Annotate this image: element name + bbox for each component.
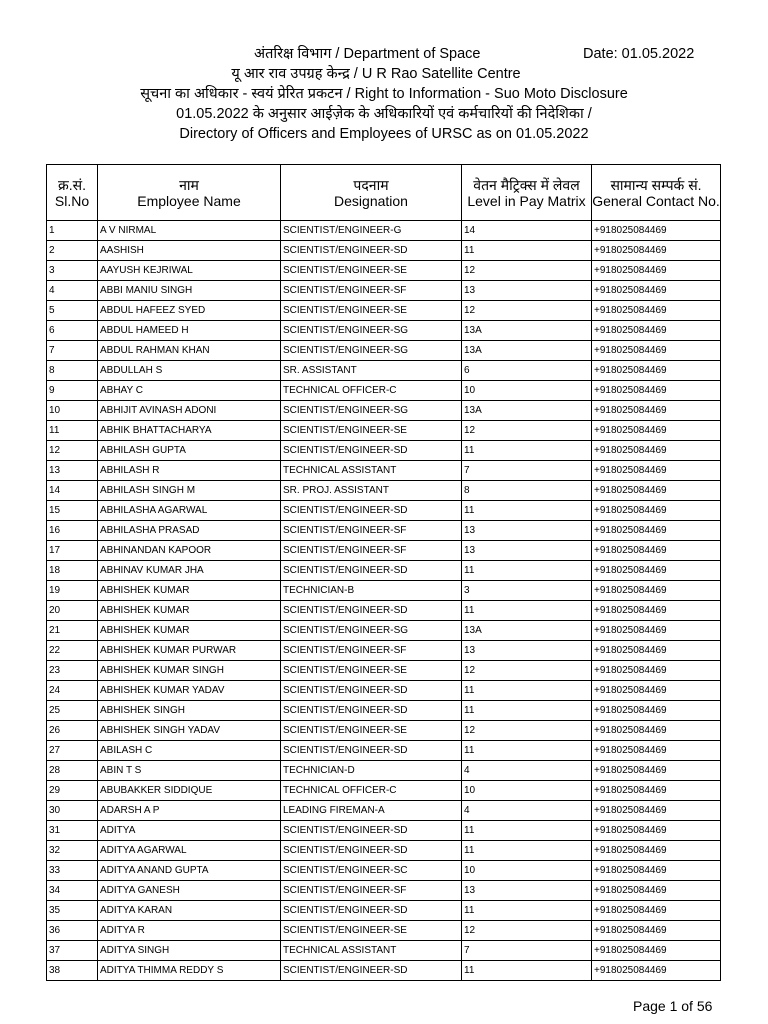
- cell-contact: +918025084469: [592, 501, 721, 521]
- cell-slno: 22: [47, 641, 98, 661]
- cell-designation: SCIENTIST/ENGINEER-SF: [281, 521, 462, 541]
- cell-slno: 18: [47, 561, 98, 581]
- cell-employee-name: ADARSH A P: [98, 801, 281, 821]
- cell-slno: 25: [47, 701, 98, 721]
- cell-designation: SCIENTIST/ENGINEER-SD: [281, 441, 462, 461]
- cell-designation: SCIENTIST/ENGINEER-SE: [281, 721, 462, 741]
- cell-slno: 17: [47, 541, 98, 561]
- cell-pay-level: 11: [462, 701, 592, 721]
- cell-slno: 1: [47, 221, 98, 241]
- cell-slno: 20: [47, 601, 98, 621]
- cell-designation: TECHNICAL OFFICER-C: [281, 381, 462, 401]
- cell-contact: +918025084469: [592, 621, 721, 641]
- cell-designation: SCIENTIST/ENGINEER-SE: [281, 921, 462, 941]
- cell-slno: 28: [47, 761, 98, 781]
- cell-employee-name: ABHILASH R: [98, 461, 281, 481]
- table-row: [47, 941, 721, 961]
- cell-pay-level: 11: [462, 821, 592, 841]
- cell-pay-level: 12: [462, 661, 592, 681]
- table-row: [47, 741, 721, 761]
- cell-contact: +918025084469: [592, 521, 721, 541]
- table-row: [47, 481, 721, 501]
- cell-slno: 10: [47, 401, 98, 421]
- cell-employee-name: AAYUSH KEJRIWAL: [98, 261, 281, 281]
- cell-slno: 6: [47, 321, 98, 341]
- cell-slno: 8: [47, 361, 98, 381]
- cell-slno: 11: [47, 421, 98, 441]
- table-row: [47, 381, 721, 401]
- header-line-rti: [0, 84, 768, 104]
- table-row: [47, 801, 721, 821]
- cell-slno: 27: [47, 741, 98, 761]
- cell-employee-name: ABHISHEK KUMAR: [98, 581, 281, 601]
- cell-contact: +918025084469: [592, 701, 721, 721]
- cell-employee-name: ABBI MANIU SINGH: [98, 281, 281, 301]
- cell-pay-level: 12: [462, 721, 592, 741]
- cell-designation: LEADING FIREMAN-A: [281, 801, 462, 821]
- header-line-department: [0, 44, 768, 64]
- cell-slno: 31: [47, 821, 98, 841]
- cell-pay-level: 7: [462, 941, 592, 961]
- cell-designation: SCIENTIST/ENGINEER-SD: [281, 961, 462, 981]
- cell-slno: 26: [47, 721, 98, 741]
- cell-contact: +918025084469: [592, 221, 721, 241]
- table-row: [47, 901, 721, 921]
- cell-designation: SCIENTIST/ENGINEER-SD: [281, 901, 462, 921]
- cell-designation: SCIENTIST/ENGINEER-SD: [281, 741, 462, 761]
- cell-pay-level: 11: [462, 841, 592, 861]
- table-header: [47, 165, 721, 221]
- cell-pay-level: 10: [462, 861, 592, 881]
- cell-employee-name: ADITYA AGARWAL: [98, 841, 281, 861]
- cell-employee-name: ABUBAKKER SIDDIQUE: [98, 781, 281, 801]
- cell-pay-level: 14: [462, 221, 592, 241]
- table-row: [47, 961, 721, 981]
- cell-employee-name: ABHISHEK KUMAR: [98, 621, 281, 641]
- cell-designation: SCIENTIST/ENGINEER-G: [281, 221, 462, 241]
- cell-contact: +918025084469: [592, 301, 721, 321]
- column-header-hindi: क्र.सं.: [58, 176, 86, 193]
- column-header-english: Designation: [334, 192, 408, 209]
- cell-designation: SCIENTIST/ENGINEER-SD: [281, 681, 462, 701]
- cell-pay-level: 11: [462, 741, 592, 761]
- cell-designation: SCIENTIST/ENGINEER-SE: [281, 421, 462, 441]
- column-header-contact: [592, 165, 721, 221]
- cell-designation: SCIENTIST/ENGINEER-SE: [281, 301, 462, 321]
- cell-contact: +918025084469: [592, 601, 721, 621]
- table-row: [47, 681, 721, 701]
- cell-designation: TECHNICIAN-D: [281, 761, 462, 781]
- cell-contact: +918025084469: [592, 361, 721, 381]
- column-header-hindi: पदनाम: [353, 176, 389, 193]
- cell-pay-level: 11: [462, 501, 592, 521]
- cell-designation: SCIENTIST/ENGINEER-SG: [281, 341, 462, 361]
- cell-pay-level: 4: [462, 761, 592, 781]
- cell-employee-name: ABHILASH GUPTA: [98, 441, 281, 461]
- cell-designation: SCIENTIST/ENGINEER-SD: [281, 841, 462, 861]
- column-header-pay-level: [462, 165, 592, 221]
- cell-employee-name: ABHISHEK KUMAR: [98, 601, 281, 621]
- cell-employee-name: A V NIRMAL: [98, 221, 281, 241]
- cell-employee-name: ADITYA R: [98, 921, 281, 941]
- cell-employee-name: ADITYA THIMMA REDDY S: [98, 961, 281, 981]
- column-header-designation: [281, 165, 462, 221]
- cell-pay-level: 12: [462, 921, 592, 941]
- cell-slno: 38: [47, 961, 98, 981]
- cell-pay-level: 13A: [462, 401, 592, 421]
- cell-pay-level: 13A: [462, 321, 592, 341]
- cell-contact: +918025084469: [592, 721, 721, 741]
- cell-employee-name: ABHILASHA PRASAD: [98, 521, 281, 541]
- cell-pay-level: 13: [462, 881, 592, 901]
- cell-pay-level: 10: [462, 381, 592, 401]
- cell-designation: SCIENTIST/ENGINEER-SG: [281, 401, 462, 421]
- cell-pay-level: 13: [462, 541, 592, 561]
- table-row: [47, 301, 721, 321]
- cell-slno: 29: [47, 781, 98, 801]
- cell-contact: +918025084469: [592, 541, 721, 561]
- cell-contact: +918025084469: [592, 901, 721, 921]
- cell-designation: SCIENTIST/ENGINEER-SE: [281, 661, 462, 681]
- table-row: [47, 721, 721, 741]
- column-header-hindi: सामान्य सम्पर्क सं.: [610, 176, 702, 193]
- cell-contact: +918025084469: [592, 421, 721, 441]
- cell-employee-name: ABHILASH SINGH M: [98, 481, 281, 501]
- table-row: [47, 321, 721, 341]
- table-row: [47, 601, 721, 621]
- employee-directory-table: [46, 164, 721, 981]
- cell-designation: SCIENTIST/ENGINEER-SE: [281, 261, 462, 281]
- cell-slno: 14: [47, 481, 98, 501]
- cell-designation: TECHNICAL ASSISTANT: [281, 461, 462, 481]
- cell-pay-level: 13: [462, 281, 592, 301]
- cell-employee-name: ADITYA KARAN: [98, 901, 281, 921]
- cell-contact: +918025084469: [592, 481, 721, 501]
- cell-designation: SCIENTIST/ENGINEER-SF: [281, 281, 462, 301]
- cell-contact: +918025084469: [592, 581, 721, 601]
- cell-designation: SCIENTIST/ENGINEER-SD: [281, 701, 462, 721]
- header-line-centre: [0, 64, 768, 84]
- column-header-hindi: वेतन मैट्रिक्स में लेवल: [473, 176, 580, 193]
- table-row: [47, 701, 721, 721]
- cell-employee-name: ABDULLAH S: [98, 361, 281, 381]
- cell-pay-level: 12: [462, 261, 592, 281]
- cell-designation: SCIENTIST/ENGINEER-SF: [281, 641, 462, 661]
- table-row: [47, 261, 721, 281]
- cell-contact: +918025084469: [592, 821, 721, 841]
- cell-pay-level: 13: [462, 521, 592, 541]
- cell-designation: SCIENTIST/ENGINEER-SD: [281, 561, 462, 581]
- cell-pay-level: 12: [462, 301, 592, 321]
- table-row: [47, 421, 721, 441]
- cell-pay-level: 7: [462, 461, 592, 481]
- cell-designation: SCIENTIST/ENGINEER-SG: [281, 621, 462, 641]
- cell-designation: SCIENTIST/ENGINEER-SD: [281, 601, 462, 621]
- column-header-english: Employee Name: [137, 192, 241, 209]
- column-header-slno: [47, 165, 98, 221]
- cell-pay-level: 3: [462, 581, 592, 601]
- cell-designation: TECHNICIAN-B: [281, 581, 462, 601]
- cell-employee-name: AASHISH: [98, 241, 281, 261]
- cell-contact: +918025084469: [592, 561, 721, 581]
- column-header-english: Level in Pay Matrix: [467, 192, 586, 209]
- cell-slno: 32: [47, 841, 98, 861]
- cell-contact: +918025084469: [592, 281, 721, 301]
- table-header-row: [47, 165, 721, 221]
- table-row: [47, 621, 721, 641]
- table-row: [47, 501, 721, 521]
- cell-contact: +918025084469: [592, 661, 721, 681]
- table-row: [47, 581, 721, 601]
- cell-designation: SR. PROJ. ASSISTANT: [281, 481, 462, 501]
- cell-pay-level: 11: [462, 241, 592, 261]
- cell-pay-level: 13A: [462, 621, 592, 641]
- column-header-hindi: नाम: [179, 176, 199, 193]
- cell-employee-name: ABHISHEK KUMAR YADAV: [98, 681, 281, 701]
- cell-designation: SCIENTIST/ENGINEER-SF: [281, 541, 462, 561]
- cell-contact: +918025084469: [592, 801, 721, 821]
- cell-pay-level: 11: [462, 961, 592, 981]
- cell-contact: +918025084469: [592, 781, 721, 801]
- rti-title: सूचना का अधिकार - स्वयं प्रेरित प्रकटन / Right to Information - Suo Moto Disclosure: [140, 86, 628, 102]
- column-header-name: [98, 165, 281, 221]
- centre-title: यू आर राव उपग्रह केन्द्र / U R Rao Satellite Centre: [231, 66, 521, 82]
- cell-pay-level: 11: [462, 601, 592, 621]
- table-row: [47, 521, 721, 541]
- table-row: [47, 641, 721, 661]
- cell-designation: SR. ASSISTANT: [281, 361, 462, 381]
- cell-slno: 36: [47, 921, 98, 941]
- cell-slno: 21: [47, 621, 98, 641]
- cell-contact: +918025084469: [592, 381, 721, 401]
- cell-designation: SCIENTIST/ENGINEER-SG: [281, 321, 462, 341]
- cell-slno: 13: [47, 461, 98, 481]
- cell-employee-name: ABIN T S: [98, 761, 281, 781]
- cell-contact: +918025084469: [592, 241, 721, 261]
- cell-slno: 3: [47, 261, 98, 281]
- cell-contact: +918025084469: [592, 841, 721, 861]
- cell-designation: SCIENTIST/ENGINEER-SF: [281, 881, 462, 901]
- cell-contact: +918025084469: [592, 761, 721, 781]
- cell-designation: SCIENTIST/ENGINEER-SD: [281, 501, 462, 521]
- cell-employee-name: ABILASH C: [98, 741, 281, 761]
- cell-employee-name: ABHINAV KUMAR JHA: [98, 561, 281, 581]
- cell-pay-level: 12: [462, 421, 592, 441]
- table-row: [47, 661, 721, 681]
- document-header: [0, 44, 768, 144]
- cell-designation: SCIENTIST/ENGINEER-SD: [281, 241, 462, 261]
- cell-contact: +918025084469: [592, 441, 721, 461]
- cell-designation: SCIENTIST/ENGINEER-SC: [281, 861, 462, 881]
- cell-employee-name: ABHISHEK KUMAR PURWAR: [98, 641, 281, 661]
- document-date: Date: 01.05.2022: [583, 46, 695, 62]
- cell-pay-level: 13A: [462, 341, 592, 361]
- cell-designation: SCIENTIST/ENGINEER-SD: [281, 821, 462, 841]
- cell-slno: 16: [47, 521, 98, 541]
- cell-contact: +918025084469: [592, 861, 721, 881]
- cell-slno: 4: [47, 281, 98, 301]
- cell-slno: 34: [47, 881, 98, 901]
- cell-slno: 12: [47, 441, 98, 461]
- cell-contact: +918025084469: [592, 261, 721, 281]
- cell-contact: +918025084469: [592, 881, 721, 901]
- cell-slno: 23: [47, 661, 98, 681]
- table-row: [47, 781, 721, 801]
- cell-employee-name: ADITYA GANESH: [98, 881, 281, 901]
- table-row: [47, 341, 721, 361]
- table-row: [47, 541, 721, 561]
- cell-employee-name: ABHISHEK SINGH YADAV: [98, 721, 281, 741]
- table-row: [47, 241, 721, 261]
- cell-contact: +918025084469: [592, 321, 721, 341]
- cell-employee-name: ABHILASHA AGARWAL: [98, 501, 281, 521]
- cell-designation: TECHNICAL OFFICER-C: [281, 781, 462, 801]
- cell-employee-name: ABDUL HAFEEZ SYED: [98, 301, 281, 321]
- cell-slno: 15: [47, 501, 98, 521]
- cell-slno: 37: [47, 941, 98, 961]
- cell-pay-level: 6: [462, 361, 592, 381]
- department-title: अंतरिक्ष विभाग / Department of Space: [254, 46, 481, 62]
- cell-employee-name: ABHINANDAN KAPOOR: [98, 541, 281, 561]
- cell-contact: +918025084469: [592, 921, 721, 941]
- cell-employee-name: ABHIJIT AVINASH ADONI: [98, 401, 281, 421]
- cell-designation: TECHNICAL ASSISTANT: [281, 941, 462, 961]
- cell-slno: 19: [47, 581, 98, 601]
- table-row: [47, 221, 721, 241]
- table-row: [47, 841, 721, 861]
- table-row: [47, 361, 721, 381]
- column-header-english: Sl.No: [54, 192, 90, 209]
- cell-contact: +918025084469: [592, 641, 721, 661]
- cell-employee-name: ABHISHEK SINGH: [98, 701, 281, 721]
- cell-contact: +918025084469: [592, 961, 721, 981]
- cell-slno: 9: [47, 381, 98, 401]
- cell-slno: 2: [47, 241, 98, 261]
- table-row: [47, 921, 721, 941]
- cell-contact: +918025084469: [592, 401, 721, 421]
- cell-employee-name: ABHAY C: [98, 381, 281, 401]
- page-number: Page 1 of 56: [633, 998, 713, 1014]
- cell-contact: +918025084469: [592, 741, 721, 761]
- cell-pay-level: 11: [462, 901, 592, 921]
- cell-employee-name: ADITYA SINGH: [98, 941, 281, 961]
- cell-employee-name: ABHISHEK KUMAR SINGH: [98, 661, 281, 681]
- column-header-english: General Contact No.: [592, 192, 720, 209]
- table-row: [47, 281, 721, 301]
- cell-pay-level: 10: [462, 781, 592, 801]
- cell-pay-level: 4: [462, 801, 592, 821]
- table-row: [47, 821, 721, 841]
- cell-slno: 24: [47, 681, 98, 701]
- cell-contact: +918025084469: [592, 681, 721, 701]
- directory-title-hindi: 01.05.2022 के अनुसार आईज़ेक के अधिकारियों एवं कर्मचारियों की निदेशिका /: [176, 106, 592, 122]
- cell-slno: 5: [47, 301, 98, 321]
- header-line-directory-english: [0, 124, 768, 144]
- cell-employee-name: ABDUL RAHMAN KHAN: [98, 341, 281, 361]
- table-row: [47, 761, 721, 781]
- cell-slno: 35: [47, 901, 98, 921]
- cell-employee-name: ADITYA ANAND GUPTA: [98, 861, 281, 881]
- cell-contact: +918025084469: [592, 341, 721, 361]
- cell-slno: 33: [47, 861, 98, 881]
- cell-employee-name: ABDUL HAMEED H: [98, 321, 281, 341]
- table-row: [47, 401, 721, 421]
- cell-pay-level: 8: [462, 481, 592, 501]
- table-body: [47, 221, 721, 981]
- cell-employee-name: ADITYA: [98, 821, 281, 841]
- cell-pay-level: 11: [462, 561, 592, 581]
- table-row: [47, 861, 721, 881]
- cell-pay-level: 13: [462, 641, 592, 661]
- cell-employee-name: ABHIK BHATTACHARYA: [98, 421, 281, 441]
- table-row: [47, 881, 721, 901]
- cell-contact: +918025084469: [592, 461, 721, 481]
- table-row: [47, 441, 721, 461]
- header-line-directory-hindi: [0, 104, 768, 124]
- cell-slno: 7: [47, 341, 98, 361]
- table-row: [47, 461, 721, 481]
- cell-pay-level: 11: [462, 441, 592, 461]
- cell-slno: 30: [47, 801, 98, 821]
- table-row: [47, 561, 721, 581]
- cell-pay-level: 11: [462, 681, 592, 701]
- cell-contact: +918025084469: [592, 941, 721, 961]
- directory-title-english: Directory of Officers and Employees of URSC as on 01.05.2022: [179, 126, 589, 142]
